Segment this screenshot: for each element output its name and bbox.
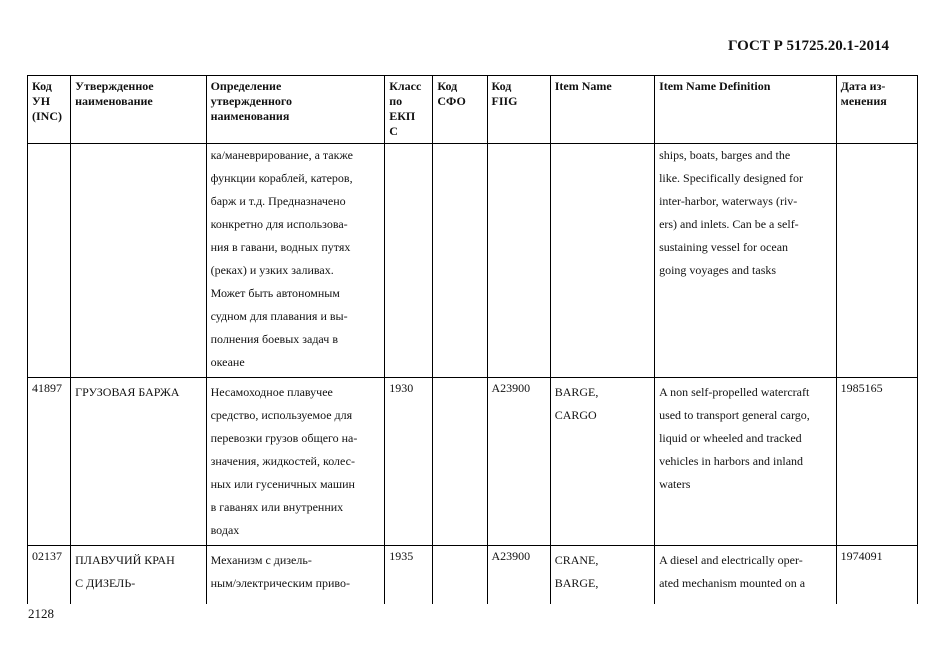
text-line: waters bbox=[659, 477, 691, 491]
text-line: ated mechanism mounted on a bbox=[659, 576, 806, 590]
cell-item-definition bbox=[655, 144, 837, 378]
header-class bbox=[385, 76, 433, 144]
header-fiig bbox=[487, 76, 550, 144]
cell-inc: 41897 bbox=[28, 378, 71, 546]
cell-definition bbox=[206, 546, 385, 605]
text-line: ния в гавани, водных путях bbox=[210, 240, 351, 254]
cell-change-date: 1985165 bbox=[836, 378, 917, 546]
cell-approved-name bbox=[71, 546, 206, 605]
document-standard-number: ГОСТ Р 51725.20.1-2014 bbox=[727, 38, 889, 54]
table-header-row bbox=[28, 76, 918, 144]
text-line: (реках) и узких заливах. bbox=[210, 263, 334, 277]
header-item-definition bbox=[655, 76, 837, 144]
text-line: Item Name Definition bbox=[659, 79, 771, 93]
text-line: значения, жидкостей, колес- bbox=[210, 454, 355, 468]
header-inc bbox=[28, 76, 71, 144]
text-line: Код bbox=[32, 79, 52, 93]
text-line: Дата из- bbox=[840, 79, 886, 93]
text-line: менения bbox=[840, 94, 887, 108]
cell-definition bbox=[206, 144, 385, 378]
text-line: С ДИЗЕЛЬ- bbox=[75, 576, 136, 590]
text-line: наименования bbox=[210, 109, 290, 123]
text-line: судном для плавания и вы- bbox=[210, 309, 348, 323]
text-line: Механизм с дизель- bbox=[210, 553, 312, 567]
text-line: inter-harbor, waterways (riv- bbox=[659, 194, 798, 208]
table-row bbox=[28, 546, 918, 605]
text-line: ers) and inlets. Can be a self- bbox=[659, 217, 799, 231]
cell-sfo bbox=[433, 546, 487, 605]
text-line: перевозки грузов общего на- bbox=[210, 431, 358, 445]
text-line: like. Specifically designed for bbox=[659, 171, 804, 185]
text-line: функции кораблей, катеров, bbox=[210, 171, 353, 185]
text-line: по bbox=[389, 94, 403, 108]
text-line: BARGE, bbox=[554, 576, 599, 590]
text-line: Код bbox=[437, 79, 458, 93]
text-line: полнения боевых задач в bbox=[210, 332, 338, 346]
table-row bbox=[28, 144, 918, 378]
text-line: Код bbox=[491, 79, 512, 93]
text-line: A non self-propelled watercraft bbox=[659, 385, 810, 399]
text-line: ка/маневрирование, а также bbox=[210, 148, 353, 162]
cell-approved-name bbox=[71, 378, 206, 546]
text-line: liquid or wheeled and tracked bbox=[659, 431, 802, 445]
text-line: sustaining vessel for ocean bbox=[659, 240, 789, 254]
cell-inc bbox=[28, 144, 71, 378]
cell-item-name bbox=[550, 378, 654, 546]
text-line: Item Name bbox=[554, 79, 612, 93]
text-line: A diesel and electrically oper- bbox=[659, 553, 803, 567]
text-line: vehicles in harbors and inland bbox=[659, 454, 804, 468]
text-line: (INC) bbox=[32, 109, 62, 123]
text-line: УН bbox=[32, 94, 51, 108]
cell-fiig: A23900 bbox=[487, 378, 550, 546]
header-definition bbox=[206, 76, 385, 144]
cell-change-date: 1974091 bbox=[836, 546, 917, 605]
cell-class: 1930 bbox=[385, 378, 433, 546]
cell-item-definition bbox=[655, 378, 837, 546]
header-change-date bbox=[836, 76, 917, 144]
cell-approved-name bbox=[71, 144, 206, 378]
text-line: средство, используемое для bbox=[210, 408, 353, 422]
header-item-name bbox=[550, 76, 654, 144]
text-line: BARGE, bbox=[554, 385, 599, 399]
cell-class: 1935 bbox=[385, 546, 433, 605]
text-line: ships, boats, barges and the bbox=[659, 148, 791, 162]
text-line: CRANE, bbox=[554, 553, 599, 567]
text-line: CARGO bbox=[554, 408, 597, 422]
cell-definition bbox=[206, 378, 385, 546]
cell-fiig bbox=[487, 144, 550, 378]
text-line: С bbox=[389, 124, 398, 138]
text-line: конкретно для использова- bbox=[210, 217, 348, 231]
cell-item-definition bbox=[655, 546, 837, 605]
text-line: Может быть автономным bbox=[210, 286, 340, 300]
table-row bbox=[28, 378, 918, 546]
text-line: утвержденного bbox=[210, 94, 293, 108]
catalog-table bbox=[27, 75, 918, 604]
text-line: Несамоходное плавучее bbox=[210, 385, 333, 399]
text-line: Определение bbox=[210, 79, 282, 93]
cell-fiig: A23900 bbox=[487, 546, 550, 605]
text-line: ЕКП bbox=[389, 109, 416, 123]
cell-sfo bbox=[433, 144, 487, 378]
header-sfo bbox=[433, 76, 487, 144]
cell-inc: 02137 bbox=[28, 546, 71, 605]
cell-item-name bbox=[550, 144, 654, 378]
cell-change-date bbox=[836, 144, 917, 378]
header-approved-name bbox=[71, 76, 206, 144]
text-line: Класс bbox=[389, 79, 422, 93]
text-line: Утвержденное bbox=[75, 79, 154, 93]
text-line: FIIG bbox=[491, 94, 518, 108]
cell-item-name bbox=[550, 546, 654, 605]
text-line: в гаванях или внутренних bbox=[210, 500, 344, 514]
text-line: used to transport general cargo, bbox=[659, 408, 810, 422]
text-line: ГРУЗОВАЯ БАРЖА bbox=[75, 385, 180, 399]
page-number: 2128 bbox=[28, 606, 54, 621]
text-line: ПЛАВУЧИЙ КРАН bbox=[75, 553, 175, 567]
text-line: наименование bbox=[75, 94, 153, 108]
cell-class bbox=[385, 144, 433, 378]
text-line: водах bbox=[210, 523, 240, 537]
text-line: барж и т.д. Предназначено bbox=[210, 194, 346, 208]
text-line: ным/электрическим приво- bbox=[210, 576, 350, 590]
text-line: going voyages and tasks bbox=[659, 263, 777, 277]
text-line: океане bbox=[210, 355, 245, 369]
text-line: ных или гусеничных машин bbox=[210, 477, 355, 491]
text-line: СФО bbox=[437, 94, 466, 108]
cell-sfo bbox=[433, 378, 487, 546]
